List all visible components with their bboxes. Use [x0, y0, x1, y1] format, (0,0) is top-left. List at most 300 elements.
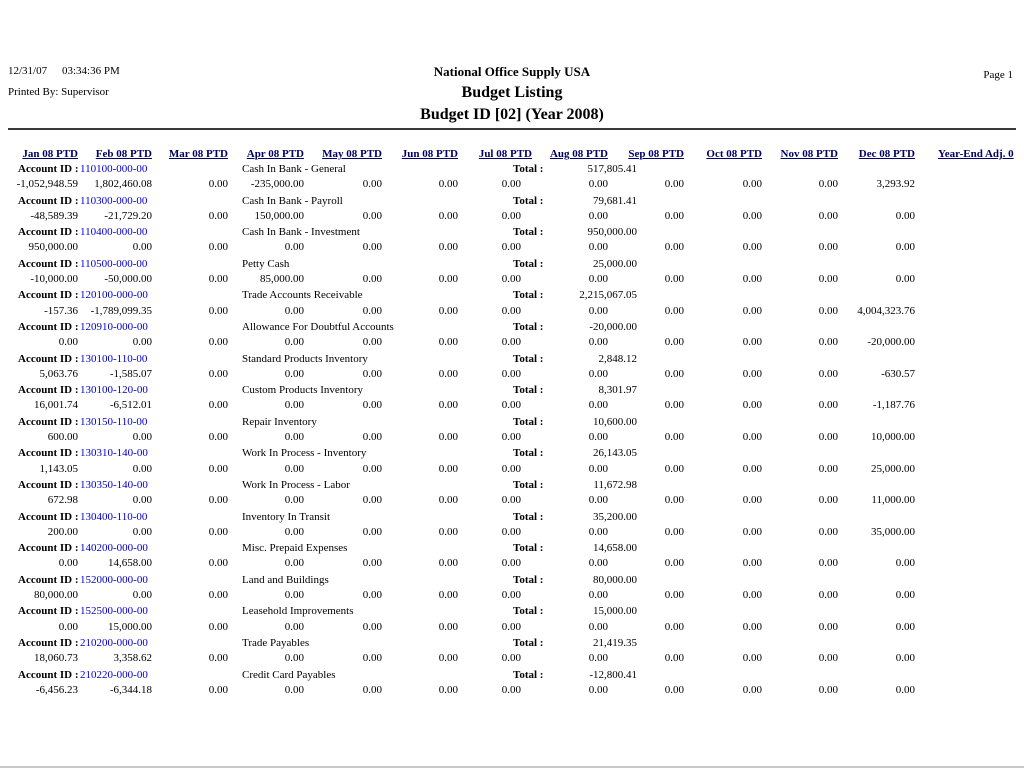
account-id-label: Account ID :: [18, 289, 79, 302]
month-value-nov: 0.00: [818, 494, 838, 507]
month-value-dec: 0.00: [895, 620, 915, 633]
month-value-jan: 600.00: [47, 431, 78, 444]
month-value-feb: 0.00: [132, 462, 152, 475]
month-value-jan: 80,000.00: [34, 589, 78, 602]
month-value-oct: 0.00: [742, 462, 762, 475]
account-month-values: [0, 652, 1024, 667]
month-value-feb: 0.00: [132, 431, 152, 444]
month-value-nov: 0.00: [818, 589, 838, 602]
table-row: [0, 195, 1024, 227]
total-value: 2,215,067.05: [579, 289, 637, 302]
account-month-values: [0, 463, 1024, 478]
report-time: 03:34:36 PM: [62, 65, 120, 77]
column-header-nov: Nov 08 PTD: [780, 148, 838, 160]
account-meta-line: [0, 669, 1024, 684]
month-value-may: 0.00: [362, 273, 382, 286]
printed-by: Printed By: Supervisor: [8, 86, 109, 98]
account-id-label: Account ID :: [18, 542, 79, 555]
account-id-value: 120100-000-00: [80, 289, 148, 302]
table-row: [0, 542, 1024, 574]
month-value-sep: 0.00: [664, 336, 684, 349]
month-value-apr: 85,000.00: [260, 273, 304, 286]
month-value-dec: 35,000.00: [871, 525, 915, 538]
column-header-apr: Apr 08 PTD: [246, 148, 304, 160]
month-value-jun: 0.00: [438, 273, 458, 286]
month-value-mar: 0.00: [208, 367, 228, 380]
total-value: -12,800.41: [589, 668, 637, 681]
month-value-sep: 0.00: [664, 589, 684, 602]
month-value-nov: 0.00: [818, 336, 838, 349]
month-value-dec: -630.57: [881, 367, 915, 380]
month-value-feb: 14,658.00: [108, 557, 152, 570]
month-value-oct: 0.00: [742, 525, 762, 538]
account-meta-line: [0, 574, 1024, 589]
month-value-may: 0.00: [362, 652, 382, 665]
month-value-jul: 0.00: [501, 525, 521, 538]
account-description: Land and Buildings: [242, 573, 329, 586]
column-header-year-end-adj: Year-End Adj. 0: [938, 148, 1014, 160]
month-value-feb: 15,000.00: [108, 620, 152, 633]
month-value-sep: 0.00: [664, 273, 684, 286]
account-month-values: [0, 305, 1024, 320]
month-value-oct: 0.00: [742, 209, 762, 222]
month-value-mar: 0.00: [208, 241, 228, 254]
month-value-dec: 0.00: [895, 557, 915, 570]
account-month-values: [0, 273, 1024, 288]
account-month-values: [0, 526, 1024, 541]
month-value-dec: -1,187.76: [872, 399, 915, 412]
month-value-feb: 0.00: [132, 494, 152, 507]
month-value-jan: 672.98: [47, 494, 78, 507]
total-label: Total :: [513, 320, 544, 333]
account-id-value: 110300-000-00: [80, 194, 148, 207]
month-value-nov: 0.00: [818, 209, 838, 222]
month-value-oct: 0.00: [742, 241, 762, 254]
month-value-may: 0.00: [362, 620, 382, 633]
account-id-value: 210200-000-00: [80, 636, 148, 649]
month-value-may: 0.00: [362, 304, 382, 317]
month-value-apr: 0.00: [284, 557, 304, 570]
month-value-oct: 0.00: [742, 620, 762, 633]
total-label: Total :: [513, 289, 544, 302]
page-title: Budget Listing: [461, 84, 563, 101]
column-header-sep: Sep 08 PTD: [628, 148, 684, 160]
month-value-jan: -48,589.39: [30, 209, 78, 222]
month-value-feb: 3,358.62: [113, 652, 152, 665]
month-value-mar: 0.00: [208, 557, 228, 570]
account-description: Allowance For Doubtful Accounts: [242, 320, 394, 333]
total-value: 15,000.00: [593, 605, 637, 618]
account-id-label: Account ID :: [18, 478, 79, 491]
month-value-jul: 0.00: [501, 494, 521, 507]
table-row: [0, 511, 1024, 543]
total-label: Total :: [513, 605, 544, 618]
total-value: 950,000.00: [587, 226, 637, 239]
month-value-nov: 0.00: [818, 525, 838, 538]
month-value-sep: 0.00: [664, 431, 684, 444]
account-meta-line: [0, 195, 1024, 210]
total-value: 80,000.00: [593, 573, 637, 586]
account-id-value: 152500-000-00: [80, 605, 148, 618]
month-value-jun: 0.00: [438, 462, 458, 475]
account-id-value: 130350-140-00: [80, 478, 148, 491]
account-description: Inventory In Transit: [242, 510, 330, 523]
account-meta-line: [0, 226, 1024, 241]
total-value: 11,672.98: [593, 478, 637, 491]
month-value-nov: 0.00: [818, 241, 838, 254]
account-description: Petty Cash: [242, 257, 290, 270]
account-id-label: Account ID :: [18, 447, 79, 460]
page-number: Page 1: [983, 69, 1013, 81]
month-value-apr: 0.00: [284, 241, 304, 254]
account-id-label: Account ID :: [18, 257, 79, 270]
table-row: [0, 226, 1024, 258]
month-value-aug: 0.00: [588, 241, 608, 254]
account-meta-line: [0, 258, 1024, 273]
month-value-feb: 0.00: [132, 336, 152, 349]
account-description: Work In Process - Inventory: [242, 447, 367, 460]
account-id-label: Account ID :: [18, 320, 79, 333]
table-row: [0, 321, 1024, 353]
month-value-dec: 4,004,323.76: [857, 304, 915, 317]
account-meta-line: [0, 384, 1024, 399]
month-value-feb: -50,000.00: [104, 273, 152, 286]
month-value-jan: 200.00: [47, 525, 78, 538]
month-value-jan: -10,000.00: [30, 273, 78, 286]
account-id-value: 110100-000-00: [80, 163, 148, 175]
account-description: Credit Card Payables: [242, 668, 336, 681]
table-row: [0, 605, 1024, 637]
month-value-jun: 0.00: [438, 431, 458, 444]
month-value-apr: -235,000.00: [250, 178, 304, 191]
month-value-jul: 0.00: [501, 683, 521, 696]
account-month-values: [0, 684, 1024, 699]
month-value-oct: 0.00: [742, 557, 762, 570]
account-id-value: 130100-120-00: [80, 384, 148, 397]
account-id-value: 140200-000-00: [80, 542, 148, 555]
month-value-jul: 0.00: [501, 431, 521, 444]
month-value-jan: 5,063.76: [39, 367, 78, 380]
month-value-sep: 0.00: [664, 525, 684, 538]
account-month-values: [0, 431, 1024, 446]
table-row: [0, 163, 1024, 195]
month-value-dec: 0.00: [895, 209, 915, 222]
month-value-aug: 0.00: [588, 557, 608, 570]
table-row: [0, 669, 1024, 701]
account-description: Trade Accounts Receivable: [242, 289, 363, 302]
month-value-dec: 0.00: [895, 683, 915, 696]
month-value-jun: 0.00: [438, 683, 458, 696]
report-rows: [0, 163, 1024, 700]
total-label: Total :: [513, 636, 544, 649]
month-value-mar: 0.00: [208, 304, 228, 317]
month-value-jul: 0.00: [501, 462, 521, 475]
month-value-feb: 0.00: [132, 525, 152, 538]
total-value: -20,000.00: [589, 320, 637, 333]
month-value-oct: 0.00: [742, 399, 762, 412]
month-value-apr: 0.00: [284, 589, 304, 602]
month-value-nov: 0.00: [818, 620, 838, 633]
account-id-value: 130100-110-00: [80, 352, 148, 365]
month-value-jul: 0.00: [501, 304, 521, 317]
month-value-aug: 0.00: [588, 652, 608, 665]
total-label: Total :: [513, 226, 544, 239]
month-value-oct: 0.00: [742, 431, 762, 444]
month-value-sep: 0.00: [664, 652, 684, 665]
month-value-aug: 0.00: [588, 683, 608, 696]
month-value-oct: 0.00: [742, 273, 762, 286]
account-description: Cash In Bank - Investment: [242, 226, 360, 239]
month-value-aug: 0.00: [588, 304, 608, 317]
column-header-jun: Jun 08 PTD: [401, 148, 458, 160]
total-label: Total :: [513, 415, 544, 428]
month-value-jul: 0.00: [501, 209, 521, 222]
month-value-feb: 0.00: [132, 589, 152, 602]
month-value-jan: 16,001.74: [34, 399, 78, 412]
month-value-nov: 0.00: [818, 178, 838, 191]
account-month-values: [0, 589, 1024, 604]
account-id-label: Account ID :: [18, 668, 79, 681]
month-value-mar: 0.00: [208, 209, 228, 222]
month-value-jun: 0.00: [438, 494, 458, 507]
month-value-apr: 0.00: [284, 336, 304, 349]
month-value-jun: 0.00: [438, 652, 458, 665]
month-value-jun: 0.00: [438, 209, 458, 222]
account-description: Cash In Bank - Payroll: [242, 194, 343, 207]
month-value-feb: -6,512.01: [109, 399, 152, 412]
account-meta-line: [0, 637, 1024, 652]
month-value-mar: 0.00: [208, 525, 228, 538]
total-value: 21,419.35: [593, 636, 637, 649]
month-value-jan: 950,000.00: [28, 241, 78, 254]
month-value-apr: 0.00: [284, 367, 304, 380]
account-id-label: Account ID :: [18, 194, 79, 207]
month-value-aug: 0.00: [588, 209, 608, 222]
account-month-values: [0, 399, 1024, 414]
total-value: 79,681.41: [593, 194, 637, 207]
account-id-value: 110500-000-00: [80, 257, 148, 270]
month-value-apr: 0.00: [284, 431, 304, 444]
month-value-dec: 11,000.00: [871, 494, 915, 507]
month-value-jan: 0.00: [58, 336, 78, 349]
month-value-apr: 0.00: [284, 462, 304, 475]
month-value-nov: 0.00: [818, 431, 838, 444]
month-value-apr: 0.00: [284, 683, 304, 696]
total-value: 2,848.12: [598, 352, 637, 365]
account-meta-line: [0, 605, 1024, 620]
table-row: [0, 353, 1024, 385]
month-value-oct: 0.00: [742, 367, 762, 380]
account-id-value: 210220-000-00: [80, 668, 148, 681]
account-id-value: 110400-000-00: [80, 226, 148, 239]
total-label: Total :: [513, 478, 544, 491]
month-value-aug: 0.00: [588, 273, 608, 286]
month-value-oct: 0.00: [742, 683, 762, 696]
month-value-oct: 0.00: [742, 336, 762, 349]
column-header-oct: Oct 08 PTD: [706, 148, 762, 160]
month-value-sep: 0.00: [664, 620, 684, 633]
account-id-value: 120910-000-00: [80, 320, 148, 333]
account-description: Cash In Bank - General: [242, 163, 346, 175]
month-value-dec: 0.00: [895, 241, 915, 254]
month-value-oct: 0.00: [742, 494, 762, 507]
month-value-jul: 0.00: [501, 336, 521, 349]
month-value-aug: 0.00: [588, 589, 608, 602]
account-id-label: Account ID :: [18, 163, 79, 175]
total-label: Total :: [513, 447, 544, 460]
account-meta-line: [0, 447, 1024, 462]
month-value-jun: 0.00: [438, 620, 458, 633]
column-header-jul: Jul 08 PTD: [478, 148, 532, 160]
total-value: 26,143.05: [593, 447, 637, 460]
month-value-feb: 1,802,460.08: [94, 178, 152, 191]
budget-id-line: Budget ID [02] (Year 2008): [420, 106, 604, 123]
total-label: Total :: [513, 668, 544, 681]
month-value-mar: 0.00: [208, 431, 228, 444]
month-value-sep: 0.00: [664, 494, 684, 507]
account-id-label: Account ID :: [18, 226, 79, 239]
month-value-oct: 0.00: [742, 178, 762, 191]
header-rule: [8, 128, 1016, 130]
month-value-feb: -21,729.20: [104, 209, 152, 222]
month-value-sep: 0.00: [664, 209, 684, 222]
month-value-feb: -6,344.18: [109, 683, 152, 696]
month-value-may: 0.00: [362, 209, 382, 222]
month-value-mar: 0.00: [208, 589, 228, 602]
column-header-jan: Jan 08 PTD: [22, 148, 78, 160]
month-value-mar: 0.00: [208, 494, 228, 507]
month-value-nov: 0.00: [818, 367, 838, 380]
month-value-apr: 0.00: [284, 652, 304, 665]
month-value-jan: -6,456.23: [35, 683, 78, 696]
account-id-value: 130150-110-00: [80, 415, 148, 428]
table-row: [0, 289, 1024, 321]
month-value-aug: 0.00: [588, 494, 608, 507]
month-value-aug: 0.00: [588, 178, 608, 191]
account-month-values: [0, 557, 1024, 572]
table-row: [0, 574, 1024, 606]
account-id-label: Account ID :: [18, 605, 79, 618]
table-row: [0, 479, 1024, 511]
month-value-may: 0.00: [362, 367, 382, 380]
total-value: 25,000.00: [593, 257, 637, 270]
month-value-oct: 0.00: [742, 589, 762, 602]
month-value-oct: 0.00: [742, 304, 762, 317]
total-label: Total :: [513, 573, 544, 586]
month-value-may: 0.00: [362, 399, 382, 412]
account-meta-line: [0, 511, 1024, 526]
column-header-mar: Mar 08 PTD: [168, 148, 228, 160]
account-month-values: [0, 210, 1024, 225]
month-value-aug: 0.00: [588, 399, 608, 412]
month-value-jun: 0.00: [438, 589, 458, 602]
month-value-jun: 0.00: [438, 241, 458, 254]
total-value: 14,658.00: [593, 542, 637, 555]
month-value-jul: 0.00: [501, 589, 521, 602]
month-value-feb: -1,585.07: [109, 367, 152, 380]
account-id-label: Account ID :: [18, 415, 79, 428]
month-value-mar: 0.00: [208, 652, 228, 665]
month-value-jan: 0.00: [58, 557, 78, 570]
account-meta-line: [0, 289, 1024, 304]
total-label: Total :: [513, 510, 544, 523]
month-value-nov: 0.00: [818, 273, 838, 286]
month-value-may: 0.00: [362, 494, 382, 507]
month-value-dec: -20,000.00: [867, 336, 915, 349]
month-value-may: 0.00: [362, 557, 382, 570]
month-value-jun: 0.00: [438, 304, 458, 317]
month-value-dec: 3,293.92: [876, 178, 915, 191]
month-value-jul: 0.00: [501, 652, 521, 665]
month-value-oct: 0.00: [742, 652, 762, 665]
month-value-sep: 0.00: [664, 557, 684, 570]
month-value-apr: 0.00: [284, 620, 304, 633]
account-description: Misc. Prepaid Expenses: [242, 542, 348, 555]
month-value-sep: 0.00: [664, 462, 684, 475]
total-value: 10,600.00: [593, 415, 637, 428]
month-value-mar: 0.00: [208, 462, 228, 475]
month-value-may: 0.00: [362, 241, 382, 254]
month-value-aug: 0.00: [588, 431, 608, 444]
column-header-row: [0, 148, 1024, 164]
month-value-aug: 0.00: [588, 367, 608, 380]
month-value-may: 0.00: [362, 336, 382, 349]
month-value-dec: 25,000.00: [871, 462, 915, 475]
month-value-mar: 0.00: [208, 273, 228, 286]
column-header-dec: Dec 08 PTD: [858, 148, 915, 160]
month-value-jun: 0.00: [438, 557, 458, 570]
month-value-jul: 0.00: [501, 399, 521, 412]
month-value-aug: 0.00: [588, 336, 608, 349]
account-meta-line: [0, 163, 1024, 178]
month-value-apr: 0.00: [284, 525, 304, 538]
account-month-values: [0, 241, 1024, 256]
month-value-jul: 0.00: [501, 367, 521, 380]
month-value-jan: -157.36: [44, 304, 78, 317]
account-meta-line: [0, 479, 1024, 494]
total-label: Total :: [513, 384, 544, 397]
month-value-jan: 1,143.05: [39, 462, 78, 475]
account-description: Work In Process - Labor: [242, 478, 350, 491]
month-value-nov: 0.00: [818, 557, 838, 570]
month-value-jan: 0.00: [58, 620, 78, 633]
account-id-value: 130400-110-00: [80, 510, 148, 523]
month-value-may: 0.00: [362, 683, 382, 696]
month-value-jun: 0.00: [438, 367, 458, 380]
month-value-jun: 0.00: [438, 336, 458, 349]
month-value-sep: 0.00: [664, 304, 684, 317]
month-value-dec: 0.00: [895, 273, 915, 286]
account-id-label: Account ID :: [18, 636, 79, 649]
month-value-dec: 0.00: [895, 589, 915, 602]
account-description: Leasehold Improvements: [242, 605, 354, 618]
month-value-may: 0.00: [362, 178, 382, 191]
account-description: Trade Payables: [242, 636, 310, 649]
month-value-mar: 0.00: [208, 399, 228, 412]
month-value-feb: -1,789,099.35: [90, 304, 152, 317]
account-month-values: [0, 178, 1024, 193]
account-meta-line: [0, 353, 1024, 368]
month-value-aug: 0.00: [588, 525, 608, 538]
table-row: [0, 447, 1024, 479]
report-date: 12/31/07: [8, 65, 48, 77]
month-value-jan: -1,052,948.59: [16, 178, 78, 191]
month-value-jun: 0.00: [438, 399, 458, 412]
month-value-may: 0.00: [362, 462, 382, 475]
table-row: [0, 637, 1024, 669]
month-value-apr: 150,000.00: [254, 209, 304, 222]
total-label: Total :: [513, 542, 544, 555]
